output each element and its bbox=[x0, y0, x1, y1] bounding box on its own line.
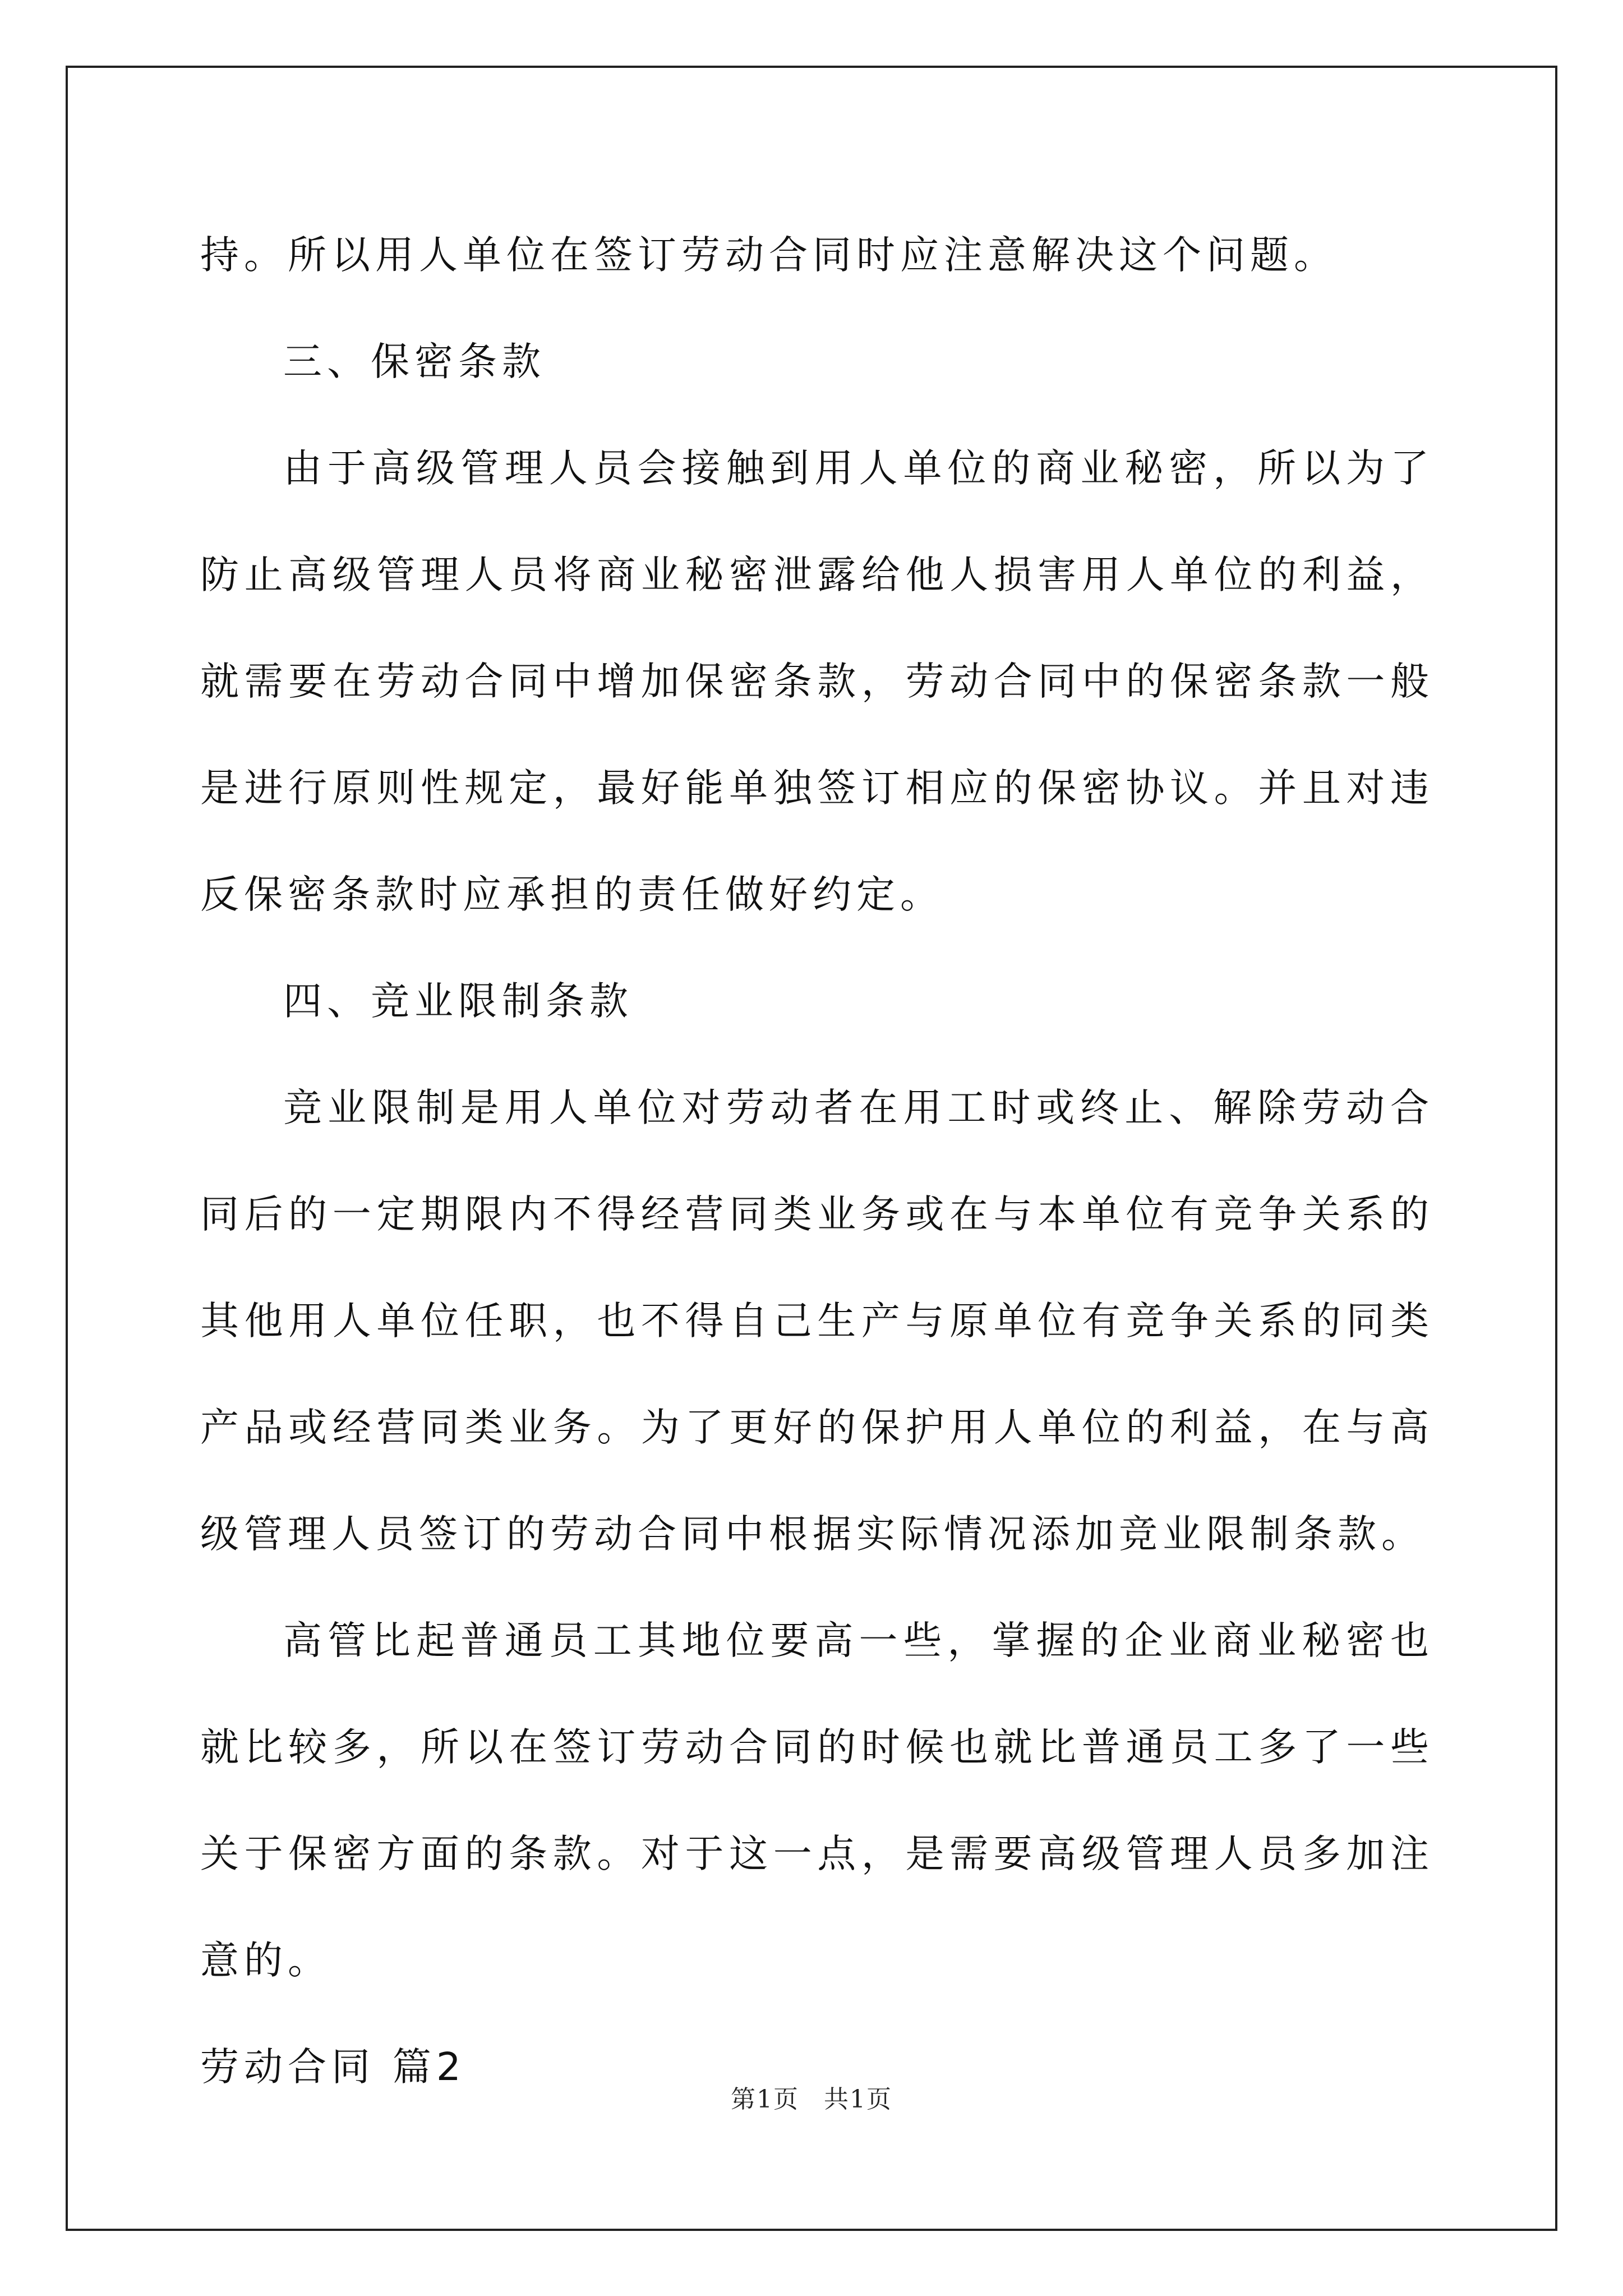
paragraph-non-compete: 竞业限制是用人单位对劳动者在用工时或终止、解除劳动合同后的一定期限内不得经营同类业务或在与本单位有竞争关系的其他用人单位任职，也不得自己生产与原单位有竞争关系的同类产品或经营同类业务。为了更好的保护用人单位的利益，在与高级管理人员签订的劳动合同中根据实际情况添加竞业限制条款。 bbox=[200, 1085, 1434, 1557]
document-section-title: 劳动合同 篇2 bbox=[200, 2045, 466, 2090]
page-number-total: 共1页 bbox=[824, 2085, 892, 2114]
page-number-current: 第1页 bbox=[731, 2085, 799, 2114]
paragraph-summary: 高管比起普通员工其地位要高一些，掌握的企业商业秘密也就比较多，所以在签订劳动合同的时候也就比普通员工多了一些关于保密方面的条款。对于这一点，是需要高级管理人员多加注意的。 bbox=[200, 1618, 1434, 1983]
section-heading-confidentiality: 三、保密条款 bbox=[283, 339, 546, 384]
paragraph-confidentiality: 由于高级管理人员会接触到用人单位的商业秘密，所以为了防止高级管理人员将商业秘密泄露给他人损害用人单位的利益，就需要在劳动合同中增加保密条款，劳动合同中的保密条款一般是进行原则性规定，最好能单独签订相应的保密协议。并且对违反保密条款时应承担的责任做好约定。 bbox=[200, 446, 1434, 917]
section-heading-non-compete: 四、竞业限制条款 bbox=[283, 979, 633, 1024]
document-body bbox=[200, 202, 1434, 2120]
page-footer bbox=[0, 2079, 1623, 2115]
paragraph-continuation: 持。所以用人单位在签订劳动合同时应注意解决这个问题。 bbox=[200, 233, 1338, 278]
